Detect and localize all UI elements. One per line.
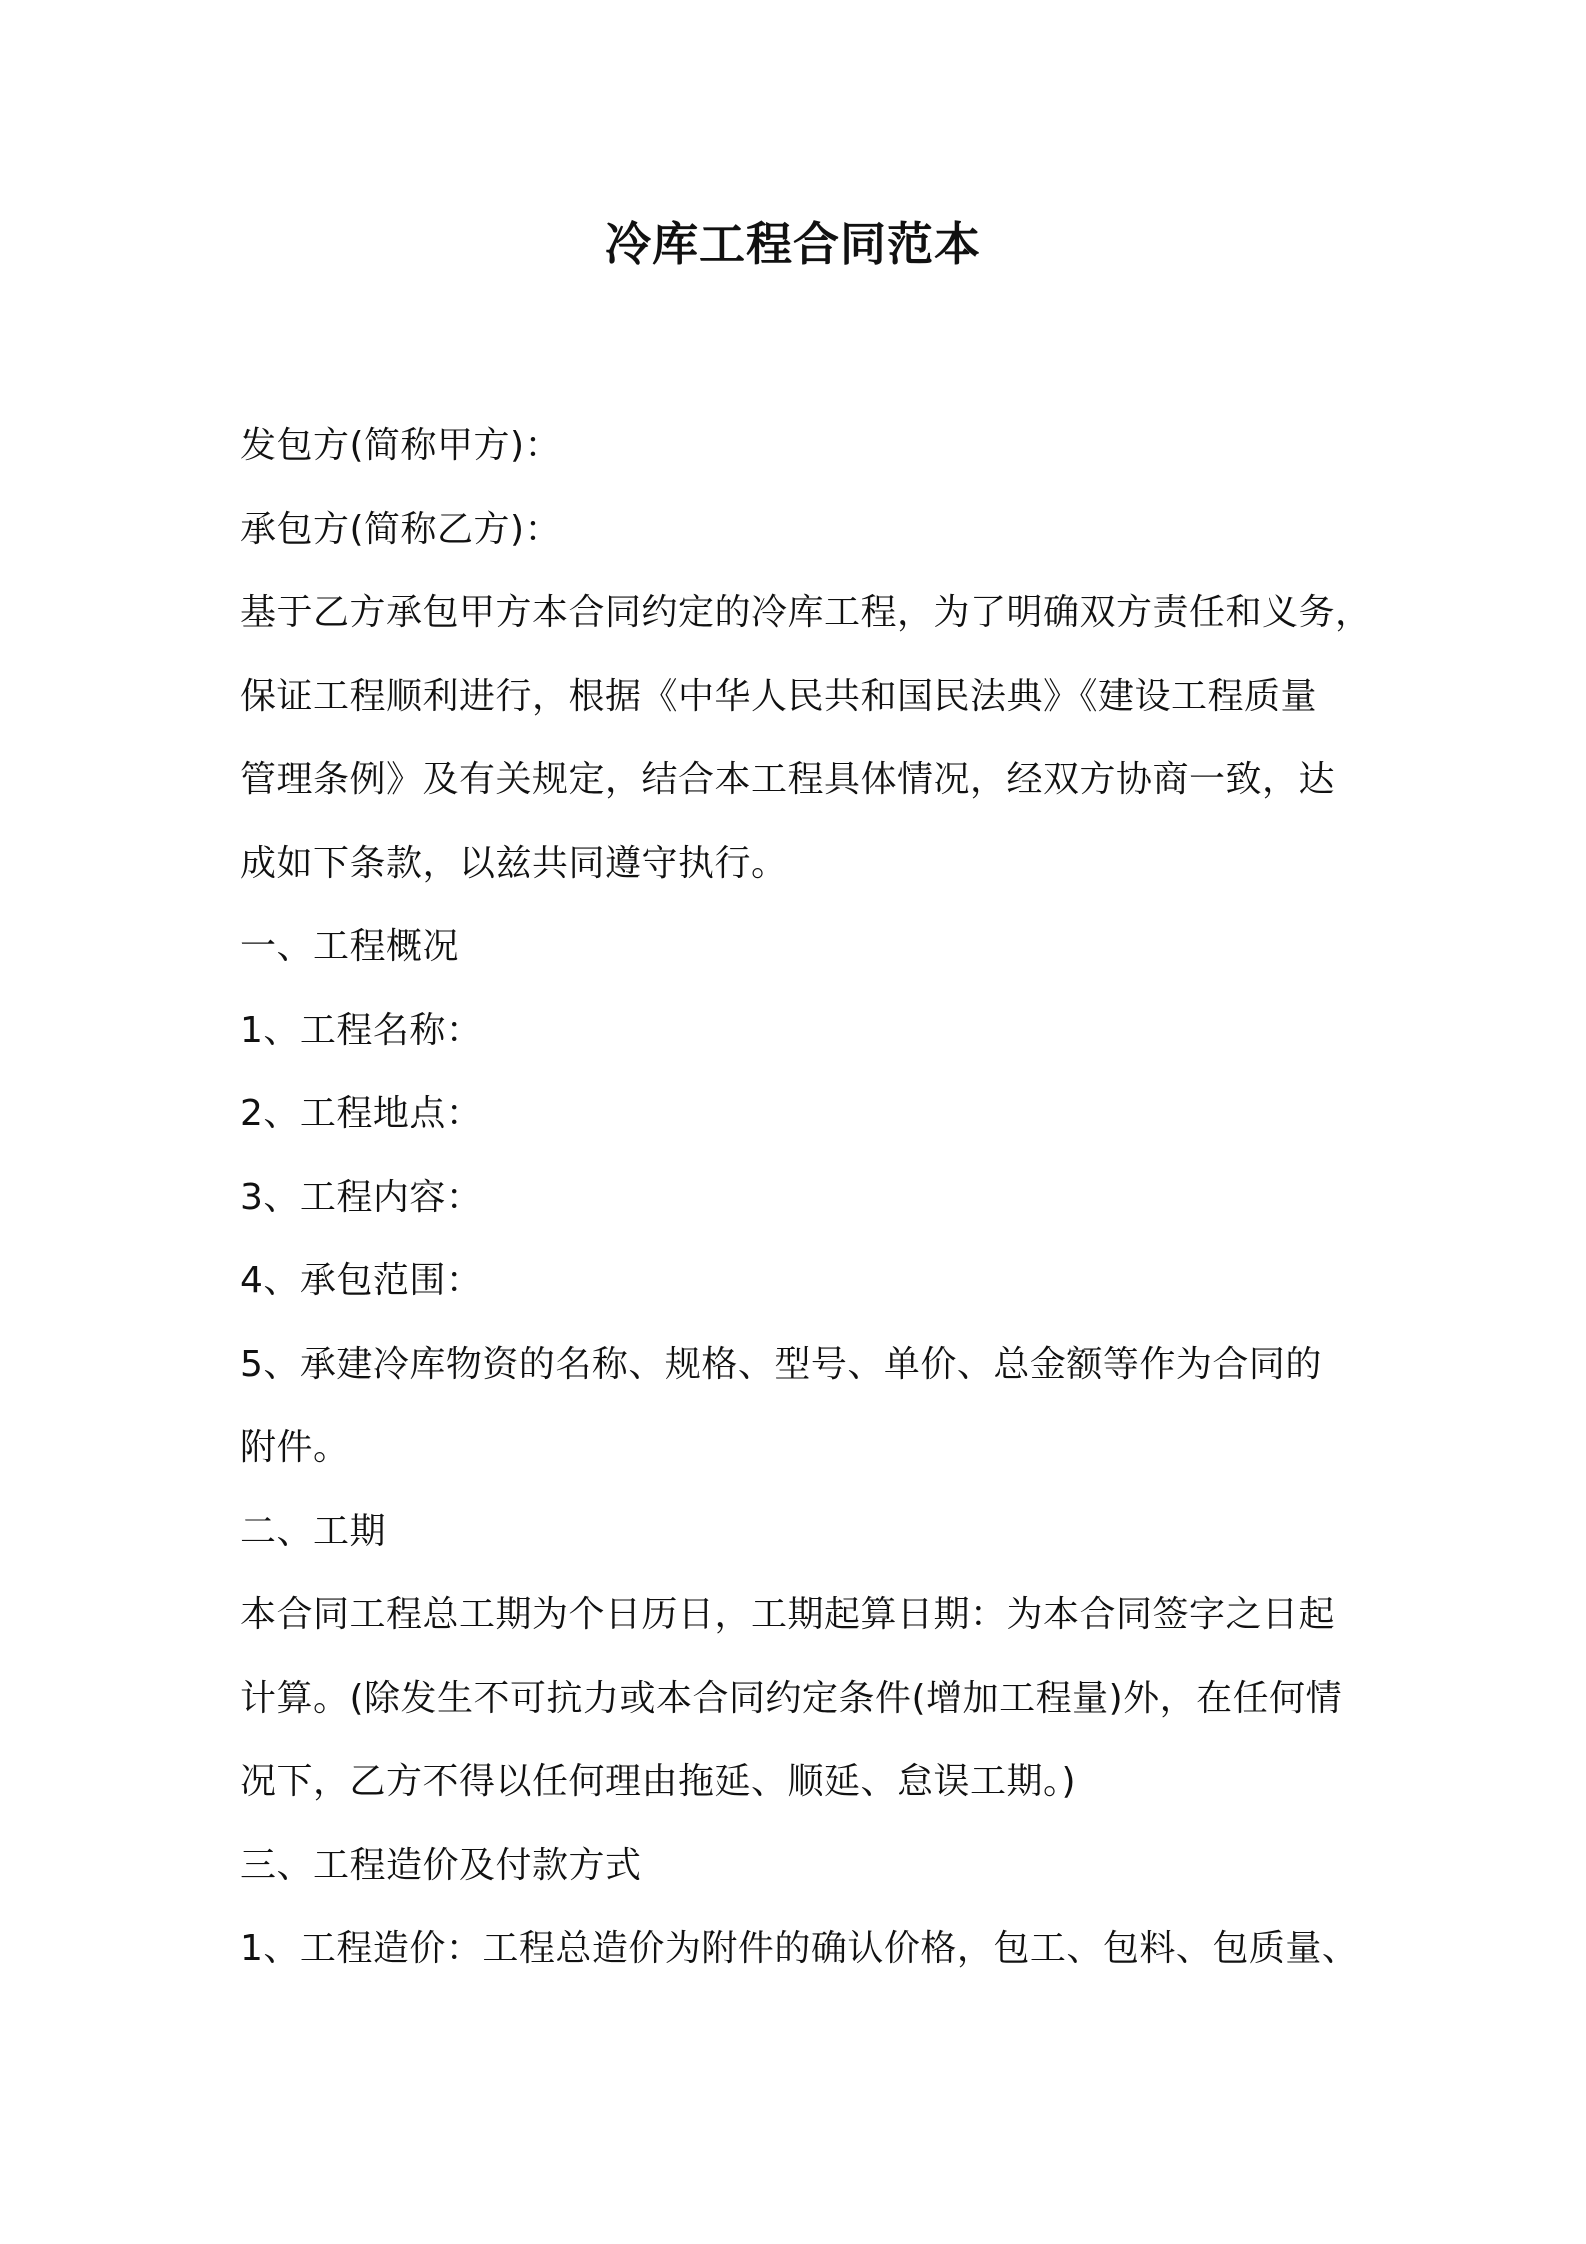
text-line-preamble-1: 基于乙方承包甲方本合同约定的冷库工程，为了明确双方责任和义务， — [240, 592, 1372, 633]
text-line-duration-3: 况下，乙方不得以任何理由拖延、顺延、怠误工期。) — [240, 1761, 1077, 1802]
text-line-project-location: 2、工程地点： — [240, 1093, 483, 1134]
section-heading-duration: 二、工期 — [240, 1510, 387, 1552]
text-line-project-name: 1、工程名称： — [240, 1009, 483, 1051]
document-title: 冷库工程合同范本 — [605, 217, 981, 271]
text-line-preamble-4: 成如下条款，以兹共同遵守执行。 — [240, 842, 788, 884]
text-line-party-b: 承包方(简称乙方)： — [240, 508, 562, 550]
section-heading-price-payment: 三、工程造价及付款方式 — [240, 1844, 642, 1886]
text-line-preamble-3: 管理条例》及有关规定，结合本工程具体情况，经双方协商一致，达 — [240, 759, 1336, 800]
text-line-duration-2: 计算。(除发生不可抗力或本合同约定条件(增加工程量)外，在任何情 — [240, 1677, 1343, 1719]
text-line-contract-scope: 4、承包范围： — [240, 1260, 483, 1301]
text-line-price-1: 1、工程造价：工程总造价为附件的确认价格，包工、包料、包质量、 — [240, 1928, 1359, 1969]
section-heading-project-overview: 一、工程概况 — [240, 926, 460, 967]
text-line-preamble-2: 保证工程顺利进行，根据《中华人民共和国民法典》《建设工程质量 — [240, 675, 1318, 717]
text-line-materials-1: 5、承建冷库物资的名称、规格、型号、单价、总金额等作为合同的 — [240, 1343, 1322, 1385]
text-line-party-a: 发包方(简称甲方)： — [240, 425, 562, 466]
document-body — [240, 404, 1372, 1991]
text-line-project-content: 3、工程内容： — [240, 1176, 483, 1218]
text-line-duration-1: 本合同工程总工期为个日历日，工期起算日期：为本合同签字之日起 — [240, 1594, 1336, 1635]
text-line-materials-2: 附件。 — [240, 1427, 350, 1468]
